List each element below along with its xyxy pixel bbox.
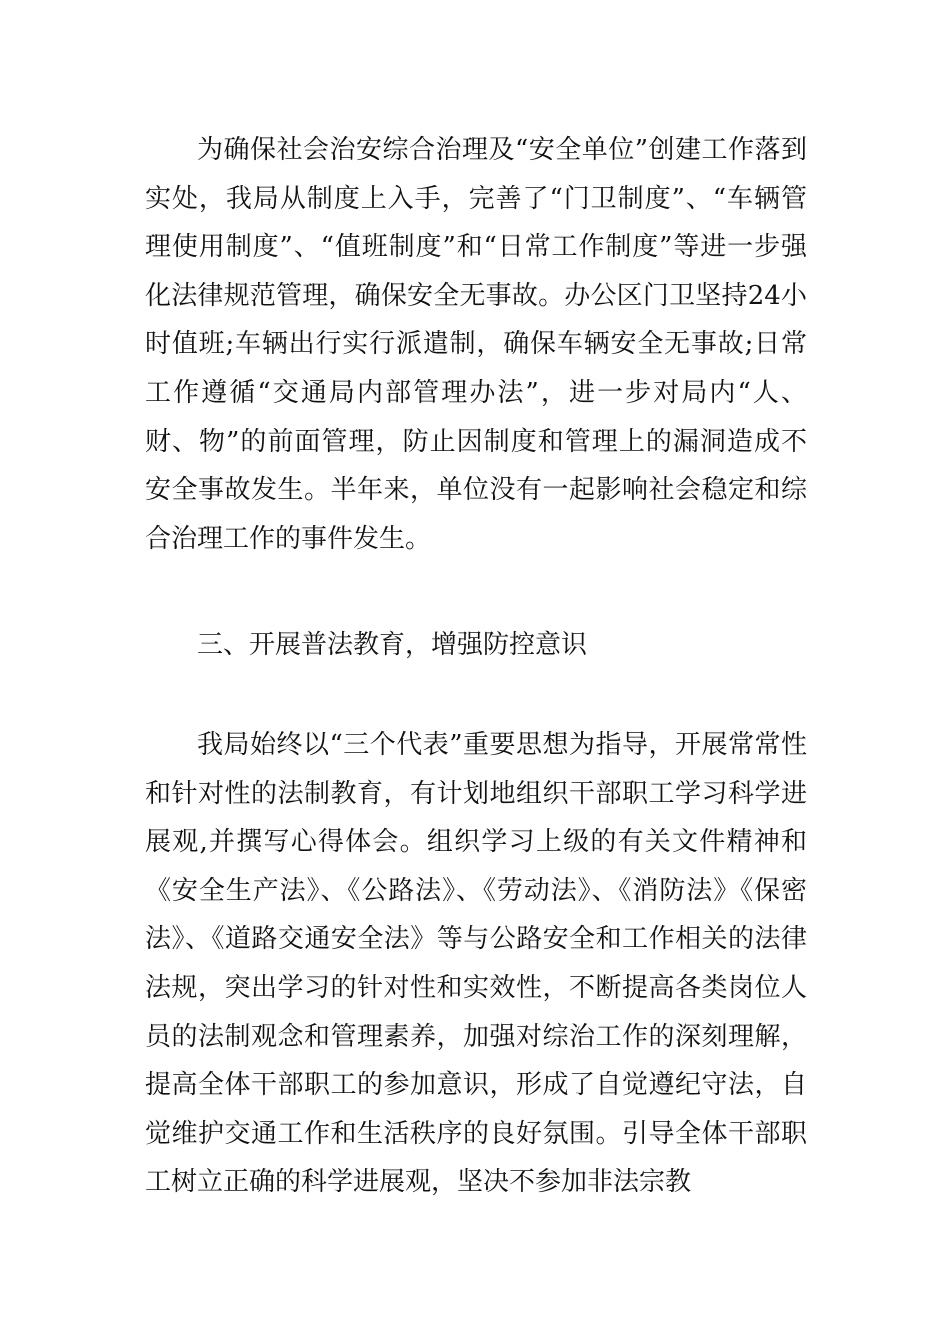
- paragraph-safety-system: 为确保社会治安综合治理及“安全单位”创建工作落到实处，我局从制度上入手，完善了“门卫制度”、“车辆管理使用制度”、“值班制度”和“日常工作制度”等进一步强化法律规范管理，确保安全无事故。办公区门卫坚持24小时值班;车辆出行实行派遣制，确保车辆安全无事故;日常工作遵循“交通局内部管理办法”，进一步对局内“人、财、物”的前面管理，防止因制度和管理上的漏洞造成不安全事故发生。半年来，单位没有一起影响社会稳定和综合治理工作的事件发生。: [145, 135, 807, 554]
- paragraph-legal-education: 我局始终以“三个代表”重要思想为指导，开展常常性和针对性的法制教育，有计划地组织干部职工学习科学进展观,并撰写心得体会。组织学习上级的有关文件精神和《安全生产法》、《公路法》、《劳动法》、《消防法》《保密法》、《道路交通安全法》等与公路安全和工作相关的法律法规，突出学习的针对性和实效性，不断提高各类岗位人员的法制观念和管理素养，加强对综治工作的深刻理解，提高全体干部职工的参加意识，形成了自觉遵纪守法，自觉维护交通工作和生活秩序的良好氛围。引导全体干部职工树立正确的科学进展观，坚决不参加非法宗教: [145, 730, 807, 1198]
- section-heading: 三、开展普法教育，增强防控意识: [197, 630, 588, 660]
